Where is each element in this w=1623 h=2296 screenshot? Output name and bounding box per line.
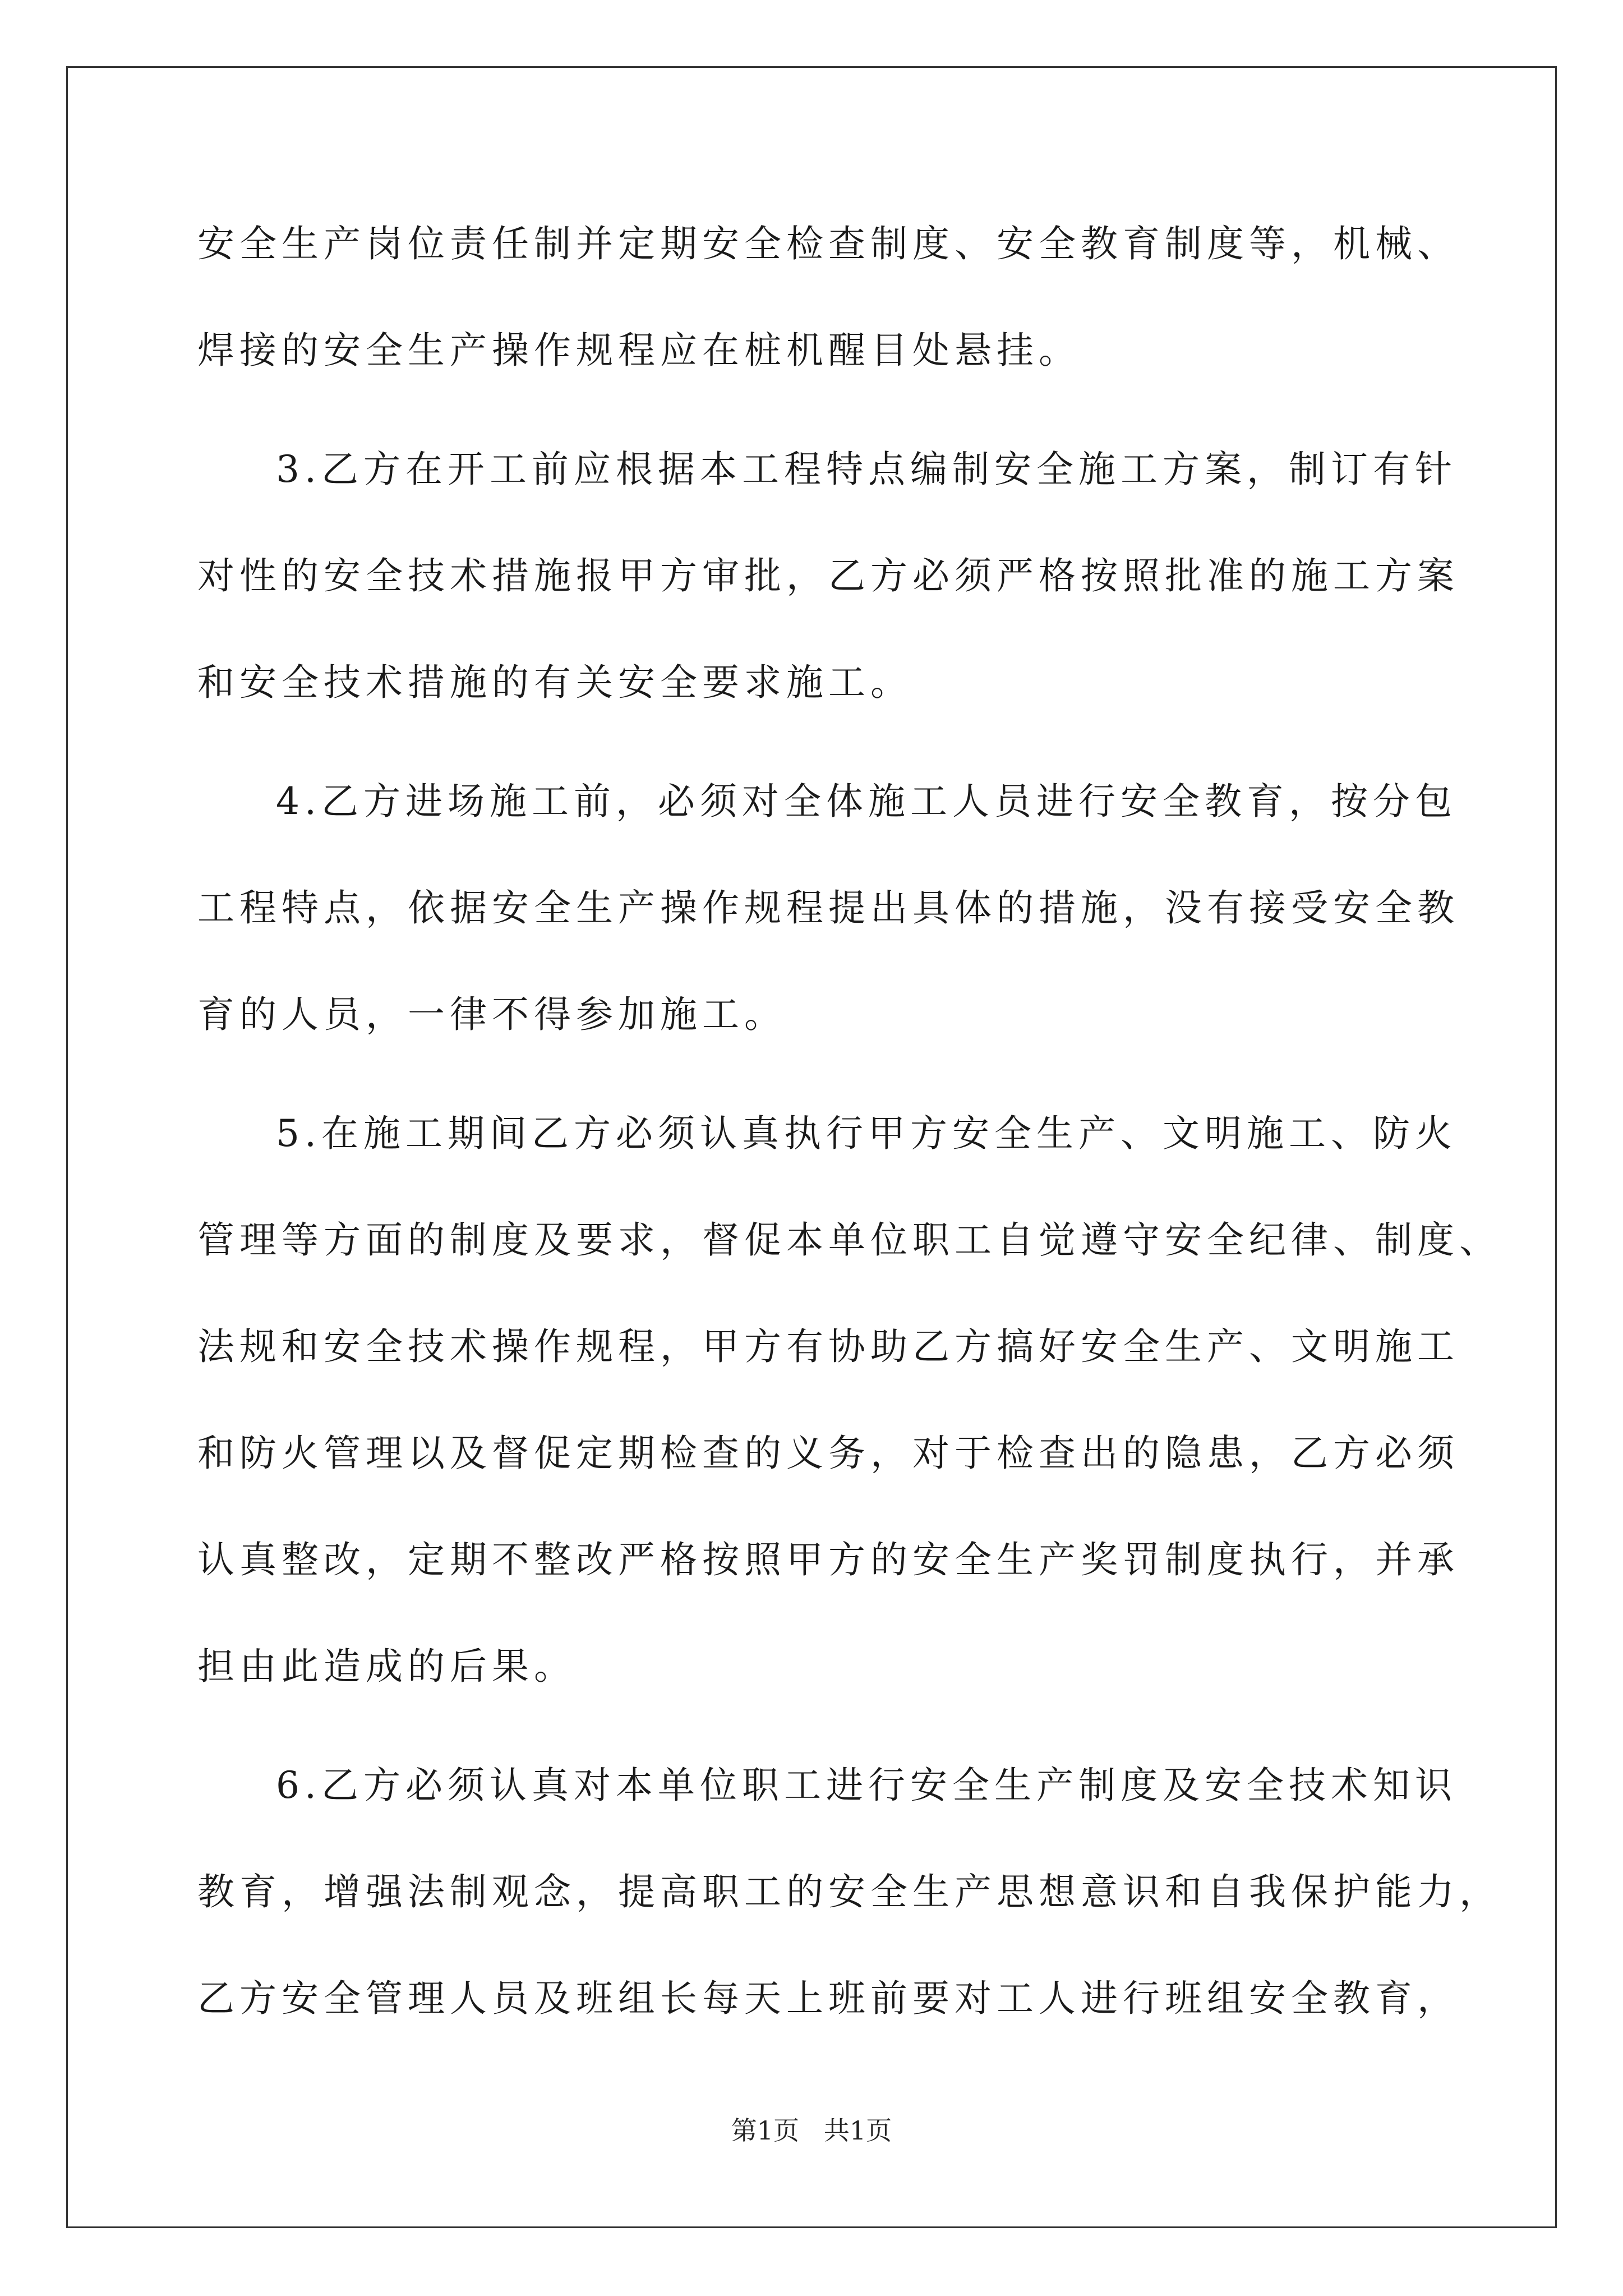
- text-line: 管理等方面的制度及要求，督促本单位职工自觉遵守安全纪律、制度、: [197, 1218, 1501, 1262]
- text-line: 工程特点，依据安全生产操作规程提出具体的措施，没有接受安全教: [197, 886, 1459, 930]
- text-line: 和防火管理以及督促定期检查的义务，对于检查出的隐患，乙方必须: [197, 1432, 1459, 1475]
- text-line: 4.乙方进场施工前，必须对全体施工人员进行安全教育，按分包: [276, 780, 1457, 823]
- text-line: 5.在施工期间乙方必须认真执行甲方安全生产、文明施工、防火: [276, 1112, 1457, 1155]
- text-line: 对性的安全技术措施报甲方审批，乙方必须严格按照批准的施工方案: [197, 554, 1459, 597]
- text-line: 安全生产岗位责任制并定期安全检查制度、安全教育制度等，机械、: [197, 222, 1459, 265]
- text-line: 育的人员，一律不得参加施工。: [197, 993, 786, 1036]
- text-line: 乙方安全管理人员及班组长每天上班前要对工人进行班组安全教育，: [197, 1977, 1459, 2020]
- text-line: 担由此造成的后果。: [197, 1645, 576, 1688]
- text-line: 焊接的安全生产操作规程应在桩机醒目处悬挂。: [197, 329, 1081, 372]
- text-line: 教育，增强法制观念，提高职工的安全生产思想意识和自我保护能力，: [197, 1870, 1501, 1913]
- text-line: 认真整改，定期不整改严格按照甲方的安全生产奖罚制度执行，并承: [197, 1538, 1459, 1581]
- page-footer: 第1页 共1页: [731, 2115, 892, 2146]
- text-line: 和安全技术措施的有关安全要求施工。: [197, 661, 912, 704]
- document-body: [197, 191, 1501, 2052]
- text-line: 6.乙方必须认真对本单位职工进行安全生产制度及安全技术知识: [276, 1764, 1457, 1807]
- text-line: 法规和安全技术操作规程，甲方有协助乙方搞好安全生产、文明施工: [197, 1325, 1459, 1368]
- text-line: 3.乙方在开工前应根据本工程特点编制安全施工方案，制订有针: [276, 448, 1457, 491]
